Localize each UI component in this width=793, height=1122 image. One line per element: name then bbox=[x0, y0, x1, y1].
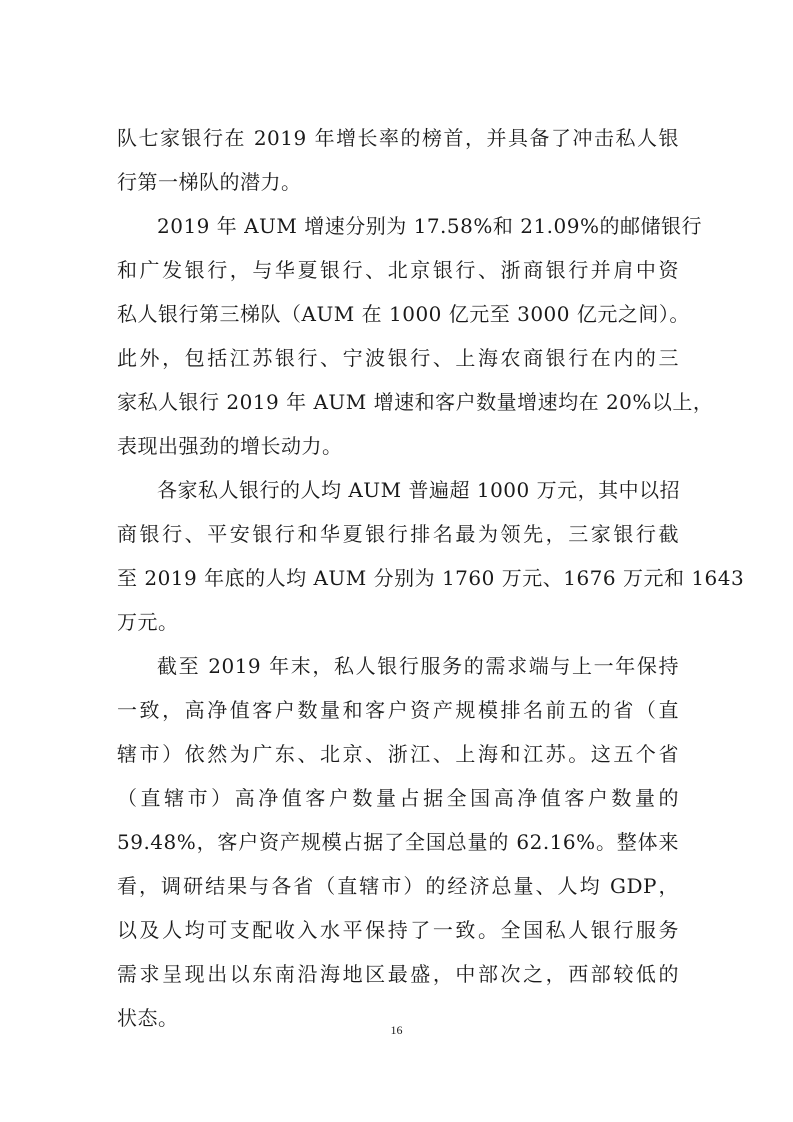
text-line: 家私人银行 2019 年 AUM 增速和客户数量增速均在 20%以上， bbox=[117, 390, 714, 414]
text-line: 截至 2019 年末，私人银行服务的需求端与上一年保持 bbox=[157, 654, 679, 678]
text-line: 59.48%，客户资产规模占据了全国总量的 62.16%。整体来 bbox=[117, 830, 679, 854]
text-line: 此外，包括江苏银行、宁波银行、上海农商银行在内的三 bbox=[117, 346, 679, 370]
text-line: 看，调研结果与各省（直辖市）的经济总量、人均 GDP， bbox=[117, 874, 679, 898]
page-number: 16 bbox=[390, 1023, 403, 1037]
body-text bbox=[117, 116, 745, 1040]
text-line: 以及人均可支配收入水平保持了一致。全国私人银行服务 bbox=[117, 918, 679, 942]
text-line: 私人银行第三梯队（AUM 在 1000 亿元至 3000 亿元之间）。 bbox=[117, 302, 690, 326]
text-line: 万元。 bbox=[117, 610, 179, 634]
paragraph-3 bbox=[117, 468, 745, 644]
paragraph-4 bbox=[117, 644, 679, 1040]
text-line: 各家私人银行的人均 AUM 普遍超 1000 万元，其中以招 bbox=[157, 478, 681, 502]
paragraph-1 bbox=[117, 116, 679, 204]
text-line: （直辖市）高净值客户数量占据全国高净值客户数量的 bbox=[117, 786, 679, 810]
text-line: 状态。 bbox=[117, 1006, 179, 1030]
text-line: 一致，高净值客户数量和客户资产规模排名前五的省（直 bbox=[117, 698, 679, 722]
text-line: 表现出强劲的增长动力。 bbox=[117, 434, 343, 458]
text-line: 队七家银行在 2019 年增长率的榜首，并具备了冲击私人银 bbox=[117, 126, 679, 150]
text-line: 辖市）依然为广东、北京、浙江、上海和江苏。这五个省 bbox=[117, 742, 679, 766]
text-line: 至 2019 年底的人均 AUM 分别为 1760 万元、1676 万元和 1643 bbox=[117, 566, 745, 590]
text-line: 行第一梯队的潜力。 bbox=[117, 170, 302, 194]
text-line: 商银行、平安银行和华夏银行排名最为领先，三家银行截 bbox=[117, 522, 679, 546]
paragraph-2 bbox=[117, 204, 714, 468]
text-line: 和广发银行，与华夏银行、北京银行、浙商银行并肩中资 bbox=[117, 258, 679, 282]
text-line: 需求呈现出以东南沿海地区最盛，中部次之，西部较低的 bbox=[117, 962, 679, 986]
text-line: 2019 年 AUM 增速分别为 17.58%和 21.09%的邮储银行 bbox=[157, 214, 702, 238]
